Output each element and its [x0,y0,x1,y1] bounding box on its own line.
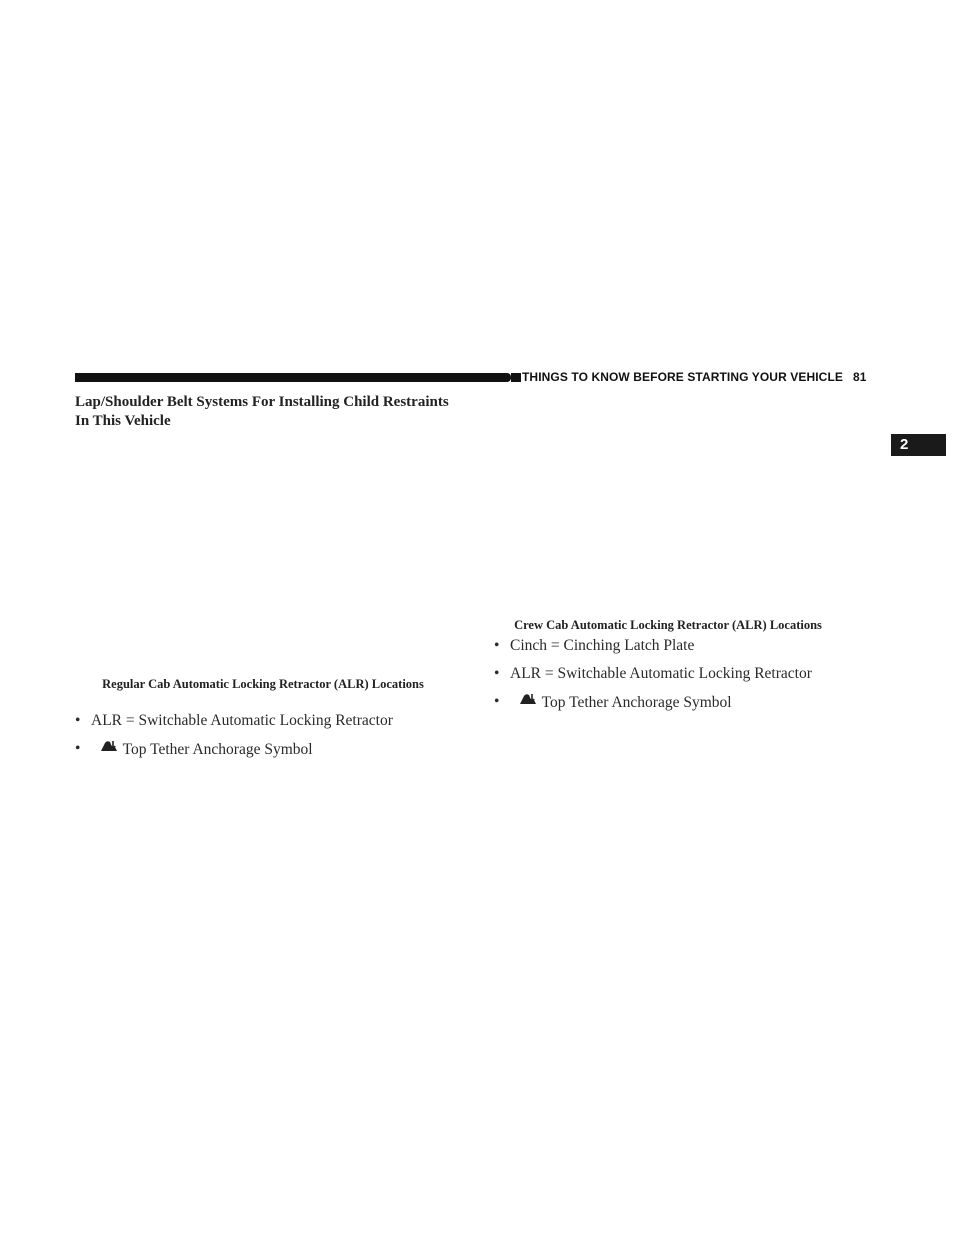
chapter-tab[interactable]: 2 [891,434,946,456]
regular-cab-caption: Regular Cab Automatic Locking Retractor (ALR) Locations [102,677,424,691]
header-rule-tab [511,373,521,382]
list-item [494,664,894,684]
bullet-dot: • [494,637,500,654]
list-item-text: ALR = Switchable Automatic Locking Retractor [91,712,393,729]
bullet-dot: • [494,665,500,682]
list-item-text: Top Tether Anchorage Symbol [122,741,313,758]
crew-cab-caption: Crew Cab Automatic Locking Retractor (ALR) Locations [514,618,822,632]
section-title: Lap/Shoulder Belt Systems For Installing Child Restraints In This Vehicle [75,394,449,429]
list-item-text: ALR = Switchable Automatic Locking Retractor [510,665,812,682]
list-item [494,692,894,713]
running-head-title: THINGS TO KNOW BEFORE STARTING YOUR VEHICLE [522,370,843,384]
header-rule [75,373,511,382]
list-item [494,636,894,656]
list-item [75,711,475,731]
top-tether-anchorage-icon [518,692,538,706]
page-number: 81 [852,370,867,384]
top-tether-anchorage-icon [99,739,119,753]
list-item-text: Cinch = Cinching Latch Plate [510,637,695,654]
list-item-text: Top Tether Anchorage Symbol [541,694,732,711]
list-item [75,739,475,760]
crew-cab-bullet-list [494,636,894,721]
bullet-dot: • [75,740,81,757]
regular-cab-bullet-list [75,711,475,768]
bullet-dot: • [494,693,500,710]
running-head [522,370,867,385]
bullet-dot: • [75,712,81,729]
